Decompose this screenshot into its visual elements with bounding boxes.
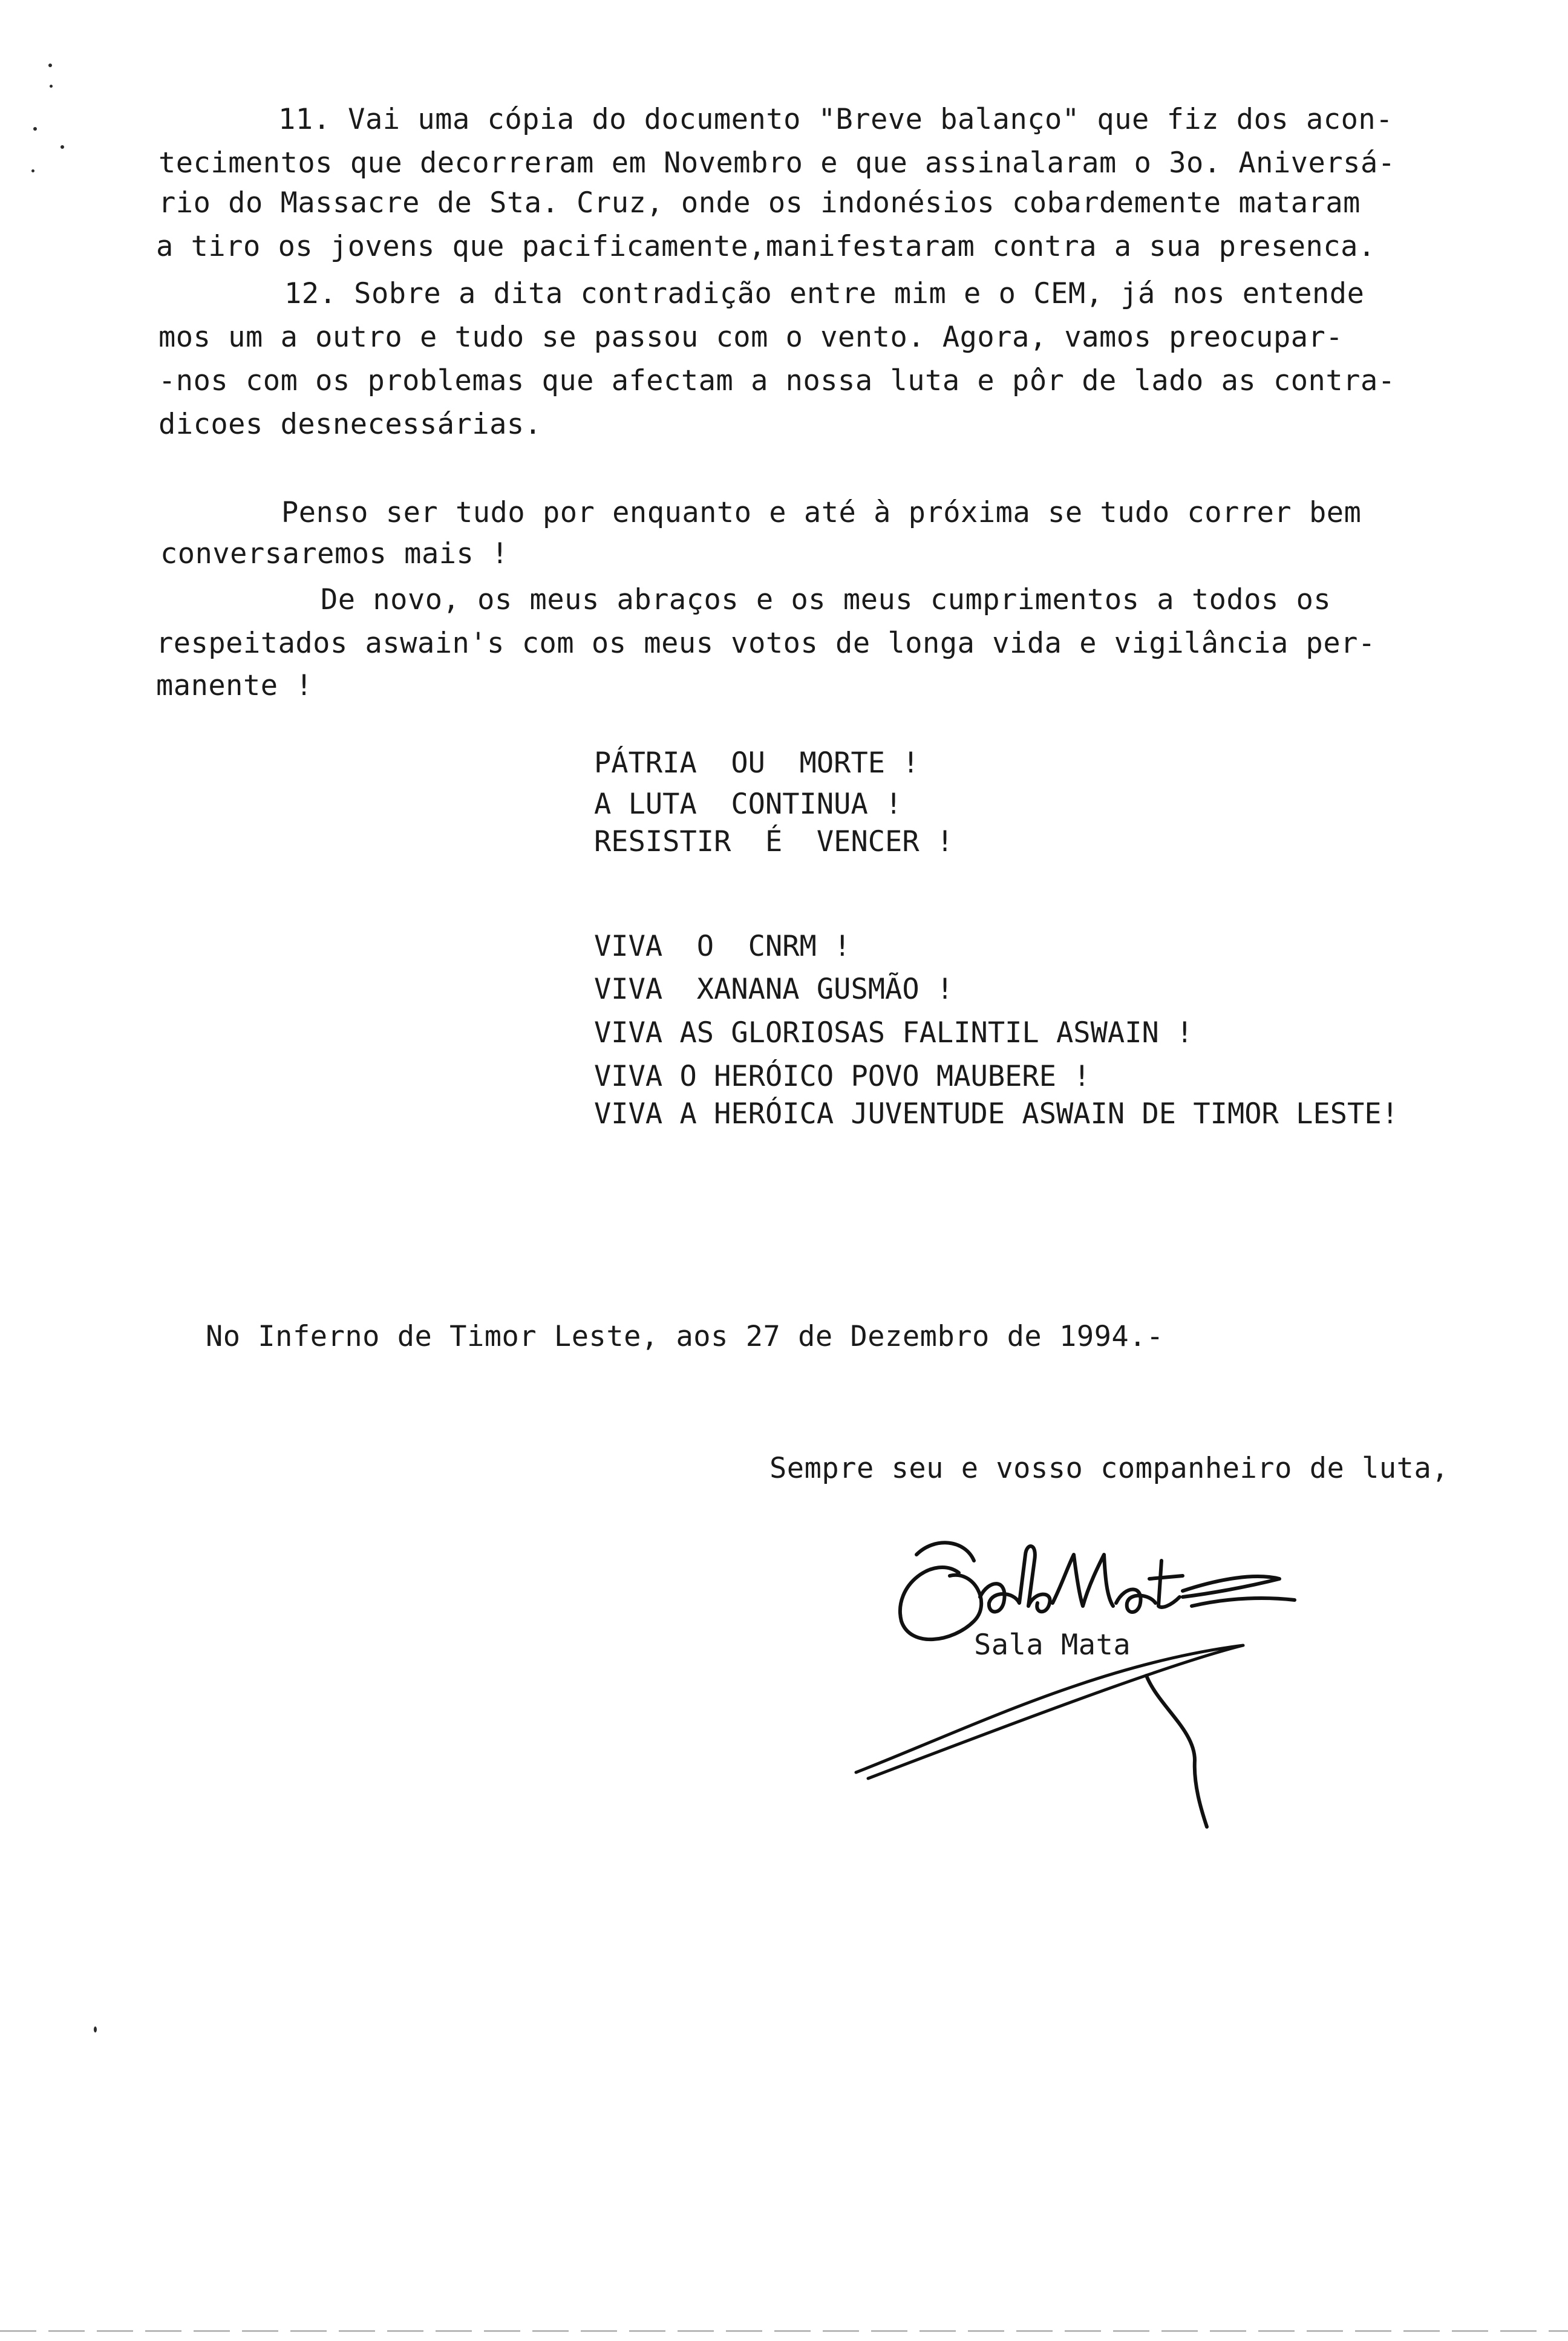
paragraph-line: tecimentos que decorreram em Novembro e que assinalaram o 3o. Aniversá- [158, 146, 1396, 180]
paragraph-line: conversaremos mais ! [160, 537, 509, 570]
paragraph-line: 12. Sobre a dita contradição entre mim e o CEM, já nos entende [284, 277, 1365, 310]
paragraph-line: respeitados aswain's com os meus votos de longa vida e vigilância per- [156, 627, 1376, 660]
scan-speck [94, 2026, 97, 2032]
scan-speck [50, 85, 53, 88]
slogan-line: A LUTA CONTINUA ! [594, 788, 903, 821]
slogan-line: VIVA O HERÓICO POVO MAUBERE ! [594, 1060, 1091, 1093]
slogan-line: VIVA O CNRM ! [594, 930, 851, 963]
paragraph-line: Penso ser tudo por enquanto e até à próxima se tudo correr bem [281, 496, 1362, 529]
slogan-line: RESISTIR É VENCER ! [594, 825, 954, 858]
slogan-line: VIVA XANANA GUSMÃO ! [594, 973, 954, 1006]
paragraph-line: 11. Vai uma cópia do documento "Breve balanço" que fiz dos acon- [278, 103, 1393, 136]
paragraph-line: mos um a outro e tudo se passou com o vento. Agora, vamos preocupar- [158, 321, 1344, 354]
scan-speck [60, 145, 64, 149]
paragraph-line: dicoes desnecessárias. [158, 408, 542, 441]
paragraph-line: rio do Massacre de Sta. Cruz, onde os indonésios cobardemente mataram [158, 186, 1361, 220]
scan-speck [33, 127, 37, 131]
scan-edge-rule [0, 2330, 1568, 2332]
slogan-line: VIVA A HERÓICA JUVENTUDE ASWAIN DE TIMOR LESTE! [594, 1097, 1399, 1131]
scan-speck [31, 169, 34, 172]
place-and-date: No Inferno de Timor Leste, aos 27 de Dezembro de 1994.- [206, 1320, 1164, 1353]
scan-speck [48, 64, 52, 67]
paragraph-line: a tiro os jovens que pacificamente,manifestaram contra a sua presenca. [156, 230, 1376, 263]
paragraph-line: manente ! [156, 669, 313, 702]
paragraph-line: De novo, os meus abraços e os meus cumprimentos a todos os [321, 583, 1331, 616]
paragraph-line: -nos com os problemas que afectam a nossa luta e pôr de lado as contra- [158, 364, 1396, 397]
slogan-line: PÁTRIA OU MORTE ! [594, 746, 920, 780]
closing-salutation: Sempre seu e vosso companheiro de luta, [769, 1452, 1449, 1485]
handwritten-signature [844, 1518, 1358, 1833]
signature-name: Sala Mata [974, 1628, 1131, 1662]
slogan-line: VIVA AS GLORIOSAS FALINTIL ASWAIN ! [594, 1016, 1194, 1050]
